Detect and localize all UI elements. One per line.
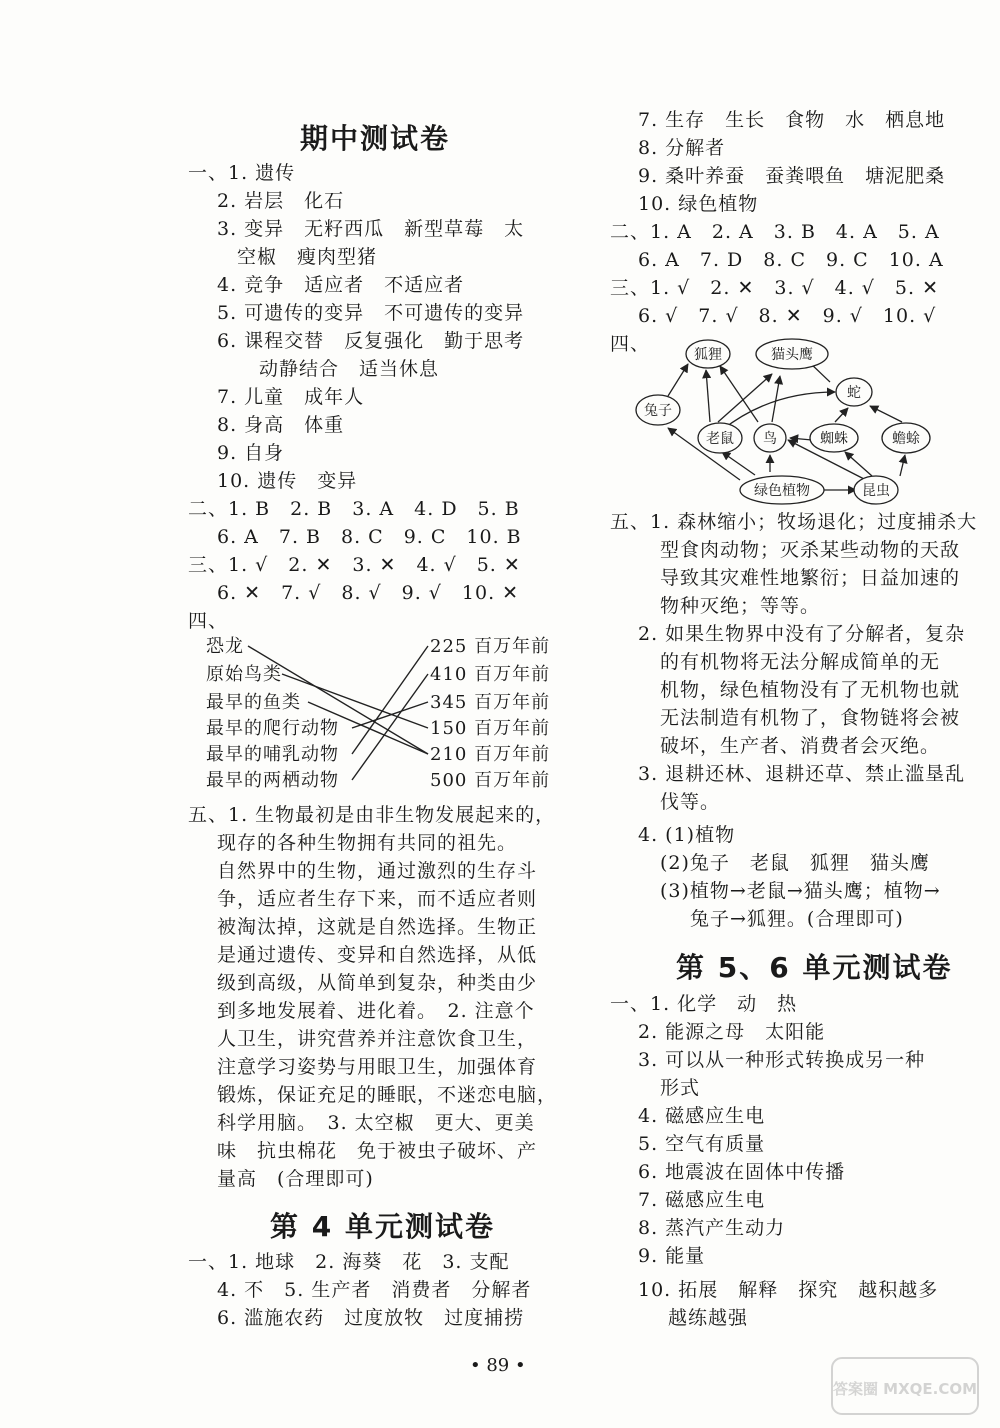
answer-line: 的有机物将无法分解成简单的无 — [660, 651, 941, 673]
answer-line: 四、 — [610, 333, 651, 355]
match-left-item: 最早的两栖动物 — [206, 770, 339, 791]
answer-line: 动静结合 适当休息 — [259, 358, 440, 380]
food-web-node: 蛇 — [847, 385, 861, 401]
answer-line: 9. 自身 — [217, 442, 285, 464]
answer-line: 注意学习姿势与用眼卫生，加强体育 — [217, 1056, 538, 1078]
answer-line: 三、1. √ 2. ✕ 3. ✕ 4. √ 5. ✕ — [188, 554, 521, 576]
answer-line: 一、1. 遗传 — [188, 162, 296, 184]
answer-line: 5. 可遗传的变异 不可遗传的变异 — [217, 302, 525, 324]
answer-line: 兔子→狐狸。(合理即可) — [690, 908, 904, 930]
answer-line: 7. 生存 生长 食物 水 栖息地 — [638, 109, 946, 131]
answer-line: 10. 遗传 变异 — [217, 470, 358, 492]
answer-line: 4. 竞争 适应者 不适应者 — [217, 274, 465, 296]
unit56-title: 第 5、6 单元测试卷 — [676, 951, 953, 984]
answer-line: 8. 分解者 — [638, 137, 726, 159]
answer-line: 7. 儿童 成年人 — [217, 386, 365, 408]
answer-line: 是通过遗传、变异和自然选择，从低 — [217, 944, 538, 966]
answer-line: 味 抗虫棉花 免于被虫子破坏、产 — [217, 1140, 538, 1162]
answer-line: 2. 岩层 化石 — [217, 190, 345, 212]
answer-line: 8. 蒸汽产生动力 — [638, 1217, 786, 1239]
answer-line: 现存的各种生物拥有共同的祖先。 — [217, 832, 518, 854]
answer-line: 2. 如果生物界中没有了分解者，复杂 — [638, 623, 966, 645]
food-web-node: 蟾蜍 — [892, 431, 920, 447]
answer-line: 一、1. 化学 动 热 — [610, 993, 798, 1015]
watermark-text: 答案圈 MXQE.COM — [832, 1380, 978, 1398]
answer-line: 空椒 瘦肉型猪 — [237, 246, 378, 268]
answer-line: 量高 (合理即可) — [217, 1168, 374, 1190]
answer-line: 四、 — [188, 610, 229, 632]
food-web-node: 昆虫 — [862, 483, 890, 499]
match-left-item: 最早的爬行动物 — [206, 718, 339, 739]
answer-line: 机物，绿色植物没有了无机物也就 — [660, 679, 961, 701]
answer-line: 5. 空气有质量 — [638, 1133, 766, 1155]
answer-line: 到多地发展着、进化着。 2. 注意个 — [217, 1000, 535, 1022]
answer-line: 越练越强 — [668, 1307, 749, 1329]
answer-line: 争，适应者生存下来，而不适应者则 — [217, 888, 538, 910]
page-number: • 89 • — [470, 1355, 526, 1376]
answer-line: 人卫生，讲究营养并注意饮食卫生， — [217, 1028, 538, 1050]
answer-line: 科学用脑。 3. 太空椒 更大、更美 — [217, 1112, 535, 1134]
food-web-node: 鸟 — [763, 431, 777, 447]
match-left-item: 最早的哺乳动物 — [206, 744, 339, 765]
answer-line: 9. 桑叶养蚕 蚕粪喂鱼 塘泥肥桑 — [638, 165, 946, 187]
match-left-item: 最早的鱼类 — [206, 692, 301, 713]
answer-line: 锻炼，保证充足的睡眠，不迷恋电脑， — [217, 1084, 558, 1106]
answer-line: 6. ✕ 7. √ 8. √ 9. √ 10. ✕ — [217, 582, 520, 604]
match-right-item: 210 百万年前 — [430, 744, 551, 765]
answer-line: 破坏，生产者、消费者会灭绝。 — [660, 735, 941, 757]
food-web-node: 蜘蛛 — [820, 431, 848, 447]
answer-line: 形式 — [660, 1077, 701, 1099]
food-web-node: 狐狸 — [694, 347, 722, 363]
match-left-item: 原始鸟类 — [206, 664, 282, 685]
answer-line: 7. 磁感应生电 — [638, 1189, 766, 1211]
answer-line: 6. A 7. B 8. C 9. C 10. B — [217, 526, 522, 548]
answer-line: 被淘汰掉，这就是自然选择。生物正 — [217, 916, 538, 938]
food-web-diagram — [630, 330, 960, 505]
match-left-item: 恐龙 — [206, 636, 244, 657]
food-web-node: 老鼠 — [706, 431, 734, 447]
answer-line: 物种灭绝；等等。 — [660, 595, 821, 617]
answer-line: 一、1. 地球 2. 海葵 花 3. 支配 — [188, 1251, 510, 1273]
answer-line: 6. 滥施农药 过度放牧 过度捕捞 — [217, 1307, 525, 1329]
match-right-item: 410 百万年前 — [430, 664, 551, 685]
match-right-item: 500 百万年前 — [430, 770, 551, 791]
answer-line: 10. 拓展 解释 探究 越积越多 — [638, 1279, 939, 1301]
answer-line: 三、1. √ 2. ✕ 3. √ 4. √ 5. ✕ — [610, 277, 939, 299]
answer-line: 6. √ 7. √ 8. ✕ 9. √ 10. √ — [638, 305, 937, 327]
answer-line: 6. 地震波在固体中传播 — [638, 1161, 846, 1183]
answer-line: 9. 能量 — [638, 1245, 706, 1267]
answer-line: 伐等。 — [660, 791, 721, 813]
answer-line: 二、1. A 2. A 3. B 4. A 5. A — [610, 221, 940, 243]
answer-line: 6. A 7. D 8. C 9. C 10. A — [638, 249, 944, 271]
answer-line: 无法制造有机物了，食物链将会被 — [660, 707, 961, 729]
answer-line: 3. 可以从一种形式转换成另一种 — [638, 1049, 926, 1071]
match-right-item: 345 百万年前 — [430, 692, 551, 713]
answer-line: 二、1. B 2. B 3. A 4. D 5. B — [188, 498, 520, 520]
answer-line: 型食肉动物；灭杀某些动物的天敌 — [660, 539, 961, 561]
answer-line: 4. (1)植物 — [638, 824, 736, 846]
answer-line: 五、1. 森林缩小；牧场退化；过度捕杀大 — [610, 511, 978, 533]
answer-line: 4. 不 5. 生产者 消费者 分解者 — [217, 1279, 532, 1301]
answer-line: 导致其灾难性地繁衍；日益加速的 — [660, 567, 961, 589]
midterm-title: 期中测试卷 — [300, 122, 451, 155]
answer-line: 五、1. 生物最初是由非生物发展起来的， — [188, 804, 556, 826]
match-right-item: 225 百万年前 — [430, 636, 551, 657]
answer-line: 自然界中的生物，通过激烈的生存斗 — [217, 860, 538, 882]
food-web-node: 兔子 — [644, 403, 672, 419]
answer-line: (3)植物→老鼠→猫头鹰；植物→ — [660, 880, 941, 902]
answer-line: 3. 变异 无籽西瓜 新型草莓 太 — [217, 218, 525, 240]
unit4-title: 第 4 单元测试卷 — [270, 1210, 495, 1243]
answer-line: 2. 能源之母 太阳能 — [638, 1021, 826, 1043]
matching-diagram — [200, 632, 570, 802]
answer-line: 3. 退耕还林、退耕还草、禁止滥垦乱 — [638, 763, 966, 785]
answer-line: 10. 绿色植物 — [638, 193, 759, 215]
match-right-item: 150 百万年前 — [430, 718, 551, 739]
food-web-node: 猫头鹰 — [771, 347, 813, 363]
watermark-logo — [830, 1356, 980, 1416]
answer-line: (2)兔子 老鼠 狐狸 猫头鹰 — [660, 852, 930, 874]
answer-line: 6. 课程交替 反复强化 勤于思考 — [217, 330, 525, 352]
food-web-node: 绿色植物 — [754, 483, 810, 499]
answer-line: 级到高级，从简单到复杂，种类由少 — [217, 972, 538, 994]
answer-line: 4. 磁感应生电 — [638, 1105, 766, 1127]
answer-line: 8. 身高 体重 — [217, 414, 345, 436]
